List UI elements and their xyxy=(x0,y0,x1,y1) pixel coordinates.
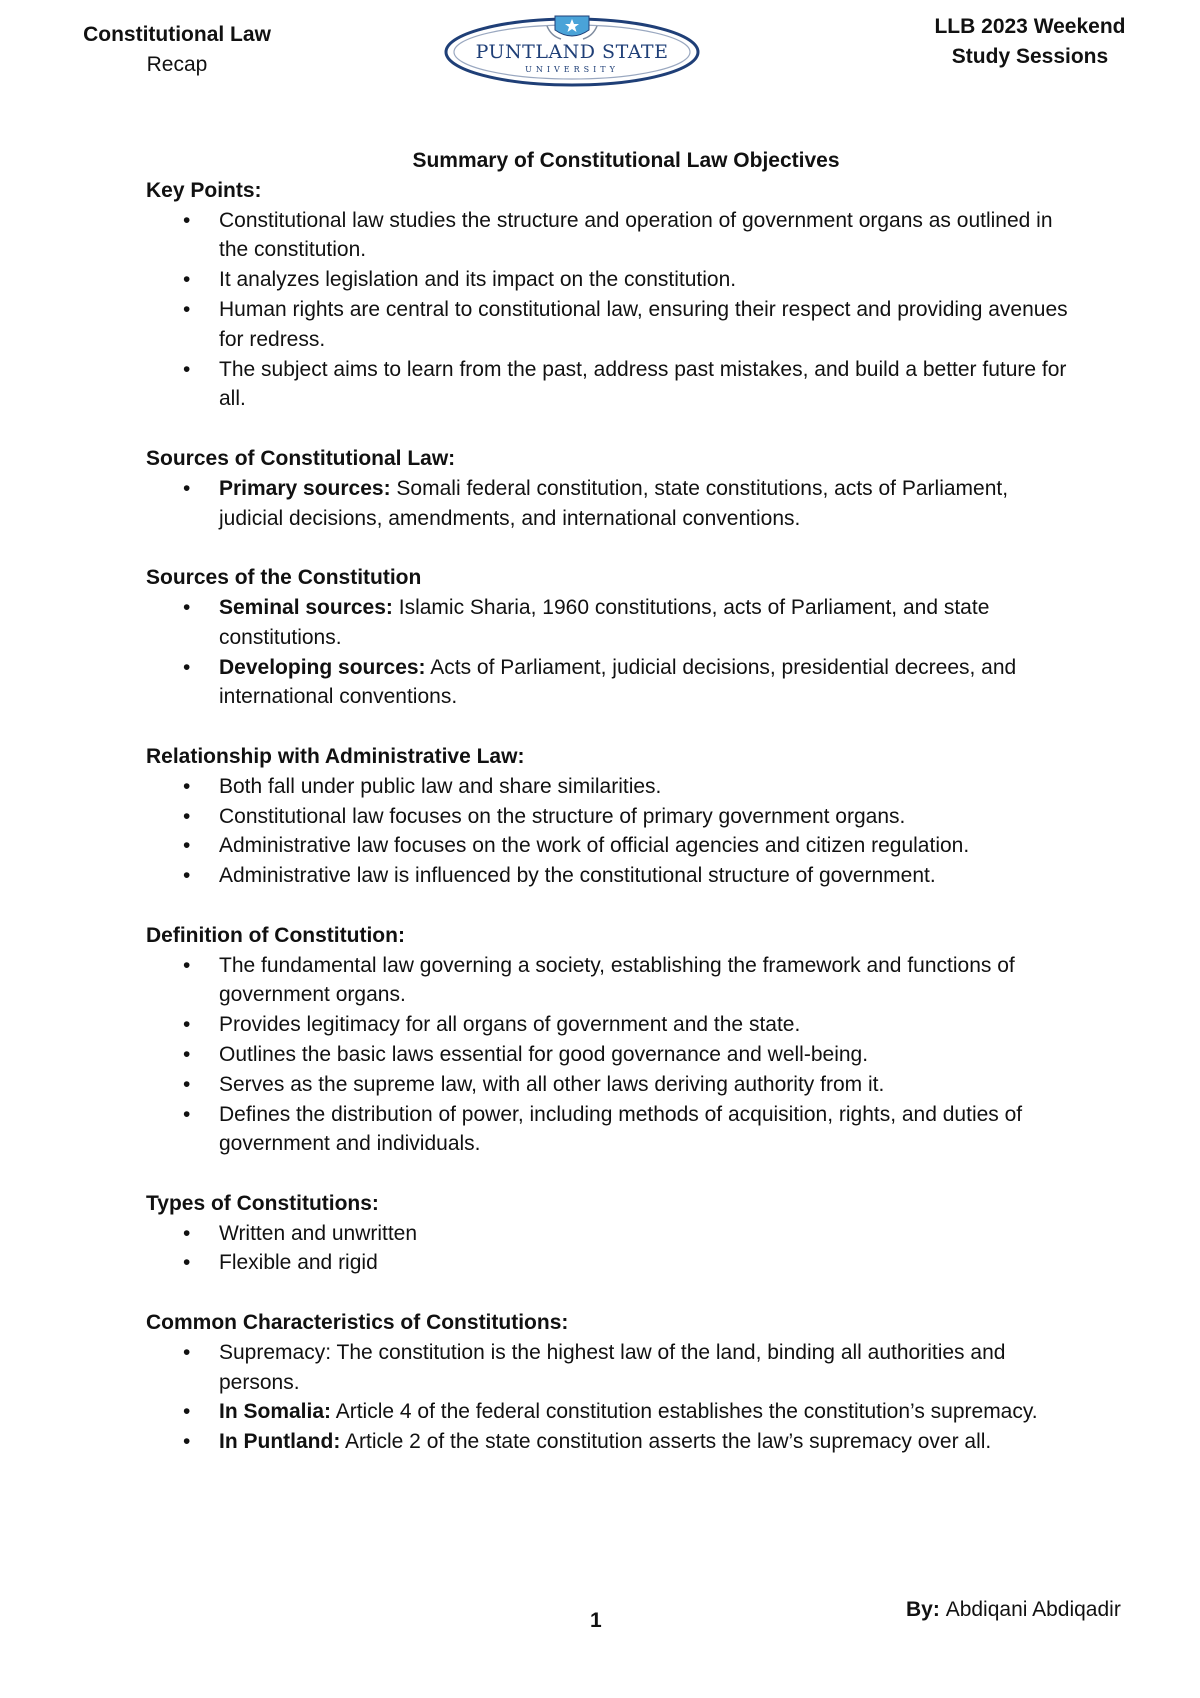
list-item xyxy=(183,1040,1076,1070)
list-item-text: Human rights are central to constitutional law, ensuring their respect and providing avenues for redress. xyxy=(219,297,1068,351)
bullet-icon: • xyxy=(183,268,191,292)
bullet-icon: • xyxy=(183,1221,191,1245)
bullet-icon: • xyxy=(183,476,191,500)
header-course-title xyxy=(72,20,282,80)
list-item-text: Serves as the supreme law, with all other laws deriving authority from it. xyxy=(219,1072,885,1096)
author-name: Abdiqani Abdiqadir xyxy=(945,1598,1121,1621)
bullet-icon: • xyxy=(183,655,191,679)
page-number: 1 xyxy=(590,1609,602,1632)
list-item xyxy=(183,653,1076,713)
section-heading: Sources of Constitutional Law: xyxy=(146,446,456,470)
list-item-lead: Developing sources: xyxy=(219,655,426,679)
section-heading: Definition of Constitution: xyxy=(146,923,405,947)
list-item xyxy=(183,1100,1076,1160)
bullet-icon: • xyxy=(183,1042,191,1066)
list-item xyxy=(183,355,1076,415)
section-heading: Relationship with Administrative Law: xyxy=(146,744,525,768)
section-heading: Types of Constitutions: xyxy=(146,1191,379,1215)
section-heading: Common Characteristics of Constitutions: xyxy=(146,1311,569,1335)
header-left-line2: Recap xyxy=(146,53,208,76)
list-item xyxy=(183,951,1076,1011)
list-item xyxy=(183,1338,1076,1398)
list-item xyxy=(183,772,1076,802)
list-item xyxy=(183,295,1076,355)
list-item-text: Written and unwritten xyxy=(219,1221,418,1245)
list-item xyxy=(183,861,1076,891)
bullet-list xyxy=(146,474,1076,534)
bullet-icon: • xyxy=(183,1400,191,1424)
list-item xyxy=(183,802,1076,832)
list-item-text: Somali federal constitution, state constitutions, acts of Parliament, judicial decisions, amendments, and international conventions. xyxy=(219,476,1009,530)
section-types-of-constitutions xyxy=(146,1189,1076,1278)
author-label: By: xyxy=(906,1598,940,1621)
list-item-lead: Seminal sources: xyxy=(219,595,393,619)
list-item-text: It analyzes legislation and its impact on the constitution. xyxy=(219,268,737,292)
list-item-text: Constitutional law studies the structure and operation of government organs as outlined in the constitution. xyxy=(219,208,1053,262)
section-sources-of-the-constitution xyxy=(146,563,1076,712)
header-right-line2: Study Sessions xyxy=(951,45,1109,68)
section-administrative-law xyxy=(146,742,1076,891)
bullet-icon: • xyxy=(183,595,191,619)
list-item xyxy=(183,1427,1076,1457)
list-item xyxy=(183,593,1076,653)
list-item-text: Article 4 of the federal constitution establishes the constitution’s supremacy. xyxy=(331,1400,1038,1424)
bullet-icon: • xyxy=(183,834,191,858)
bullet-list xyxy=(146,1219,1076,1279)
list-item-text: The subject aims to learn from the past, address past mistakes, and build a better future for all. xyxy=(219,357,1067,411)
list-item-text: The fundamental law governing a society, establishing the framework and functions of government organs. xyxy=(219,953,1015,1007)
header-left-line1: Constitutional Law xyxy=(83,23,271,46)
list-item-text: Islamic Sharia, 1960 constitutions, acts of Parliament, and state constitutions. xyxy=(219,595,990,649)
logo-text-sub: UNIVERSITY xyxy=(525,65,619,74)
list-item-lead: Primary sources: xyxy=(219,476,391,500)
bullet-icon: • xyxy=(183,1340,191,1364)
bullet-icon: • xyxy=(183,1013,191,1037)
bullet-list xyxy=(146,1338,1076,1457)
author-credit xyxy=(906,1598,1121,1622)
section-common-characteristics xyxy=(146,1308,1076,1457)
bullet-icon: • xyxy=(183,953,191,977)
document-title: Summary of Constitutional Law Objectives xyxy=(412,149,840,172)
list-item-text: Both fall under public law and share similarities. xyxy=(219,774,662,798)
bullet-icon: • xyxy=(183,1251,191,1275)
bullet-icon: • xyxy=(183,774,191,798)
logo-text-main: PUNTLAND STATE xyxy=(475,41,669,63)
section-heading: Sources of the Constitution xyxy=(146,566,422,590)
section-definition-of-constitution xyxy=(146,921,1076,1159)
list-item xyxy=(183,1397,1076,1427)
header-session-title xyxy=(920,12,1140,72)
bullet-icon: • xyxy=(183,864,191,888)
section-heading: Key Points: xyxy=(146,178,262,202)
bullet-icon: • xyxy=(183,1072,191,1096)
list-item xyxy=(183,831,1076,861)
header-right-line1: LLB 2023 Weekend xyxy=(934,15,1126,38)
list-item xyxy=(183,206,1076,266)
list-item xyxy=(183,1219,1076,1249)
list-item-text: Administrative law focuses on the work of official agencies and citizen regulation. xyxy=(219,834,970,858)
list-item-text: Acts of Parliament, judicial decisions, presidential decrees, and international conventions. xyxy=(219,655,1017,709)
list-item-lead: In Somalia: xyxy=(219,1400,332,1424)
bullet-icon: • xyxy=(183,1102,191,1126)
section-key-points xyxy=(146,176,1076,414)
bullet-list xyxy=(146,593,1076,712)
list-item-text: Supremacy: The constitution is the highest law of the land, binding all authorities and persons. xyxy=(219,1340,1006,1394)
list-item xyxy=(183,1010,1076,1040)
list-item xyxy=(183,1070,1076,1100)
list-item xyxy=(183,1248,1076,1278)
bullet-icon: • xyxy=(183,804,191,828)
bullet-list xyxy=(146,951,1076,1160)
list-item-text: Defines the distribution of power, including methods of acquisition, rights, and duties of government and individuals. xyxy=(219,1102,1023,1156)
bullet-icon: • xyxy=(183,357,191,381)
bullet-list xyxy=(146,206,1076,415)
list-item-text: Flexible and rigid xyxy=(219,1251,378,1275)
list-item-text: Administrative law is influenced by the constitutional structure of government. xyxy=(219,864,936,888)
list-item-text: Provides legitimacy for all organs of government and the state. xyxy=(219,1013,801,1037)
bullet-icon: • xyxy=(183,1430,191,1454)
list-item xyxy=(183,265,1076,295)
list-item xyxy=(183,474,1076,534)
section-sources-of-constitutional-law xyxy=(146,444,1076,533)
list-item-text: Outlines the basic laws essential for good governance and well-being. xyxy=(219,1042,869,1066)
list-item-text: Constitutional law focuses on the structure of primary government organs. xyxy=(219,804,906,828)
bullet-icon: • xyxy=(183,208,191,232)
bullet-list xyxy=(146,772,1076,891)
document-body xyxy=(146,146,1076,1487)
bullet-icon: • xyxy=(183,297,191,321)
list-item-text: Article 2 of the state constitution asserts the law’s supremacy over all. xyxy=(340,1430,992,1454)
list-item-lead: In Puntland: xyxy=(219,1430,341,1454)
university-logo xyxy=(443,12,701,88)
